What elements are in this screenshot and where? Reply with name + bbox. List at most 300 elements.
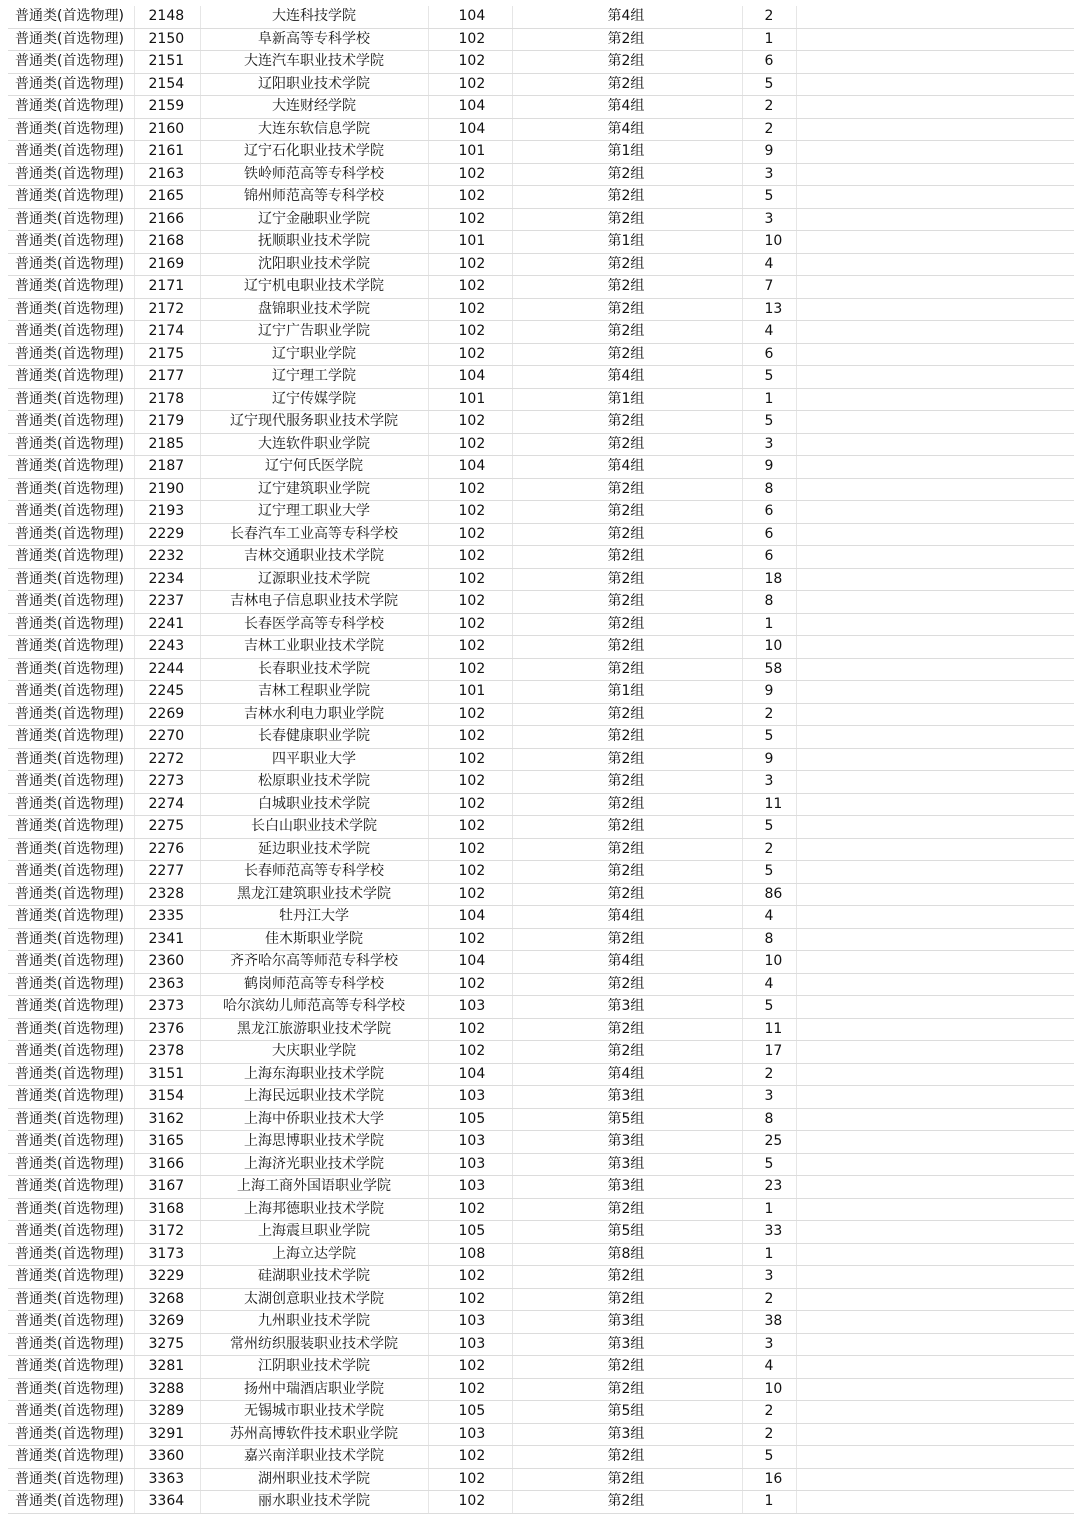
category-cell: 普通类(首选物理) — [8, 748, 134, 771]
quota-cell: 5 — [742, 73, 796, 96]
table-row — [8, 73, 1074, 96]
table-row — [8, 1333, 1074, 1356]
category-cell: 普通类(首选物理) — [8, 253, 134, 276]
table-row — [8, 1423, 1074, 1446]
category-cell: 普通类(首选物理) — [8, 208, 134, 231]
school-name-cell: 大连财经学院 — [200, 96, 428, 119]
empty-cell — [796, 748, 1074, 771]
school-name-cell: 吉林工程职业学院 — [200, 681, 428, 704]
school-name-cell: 长春职业技术学院 — [200, 658, 428, 681]
group-cell: 第2组 — [512, 568, 742, 591]
quota-cell: 86 — [742, 883, 796, 906]
group-code-cell: 104 — [428, 6, 512, 28]
group-cell: 第2组 — [512, 838, 742, 861]
group-cell: 第2组 — [512, 816, 742, 839]
table-row — [8, 1468, 1074, 1491]
group-code-cell: 102 — [428, 186, 512, 209]
school-code-cell: 3172 — [134, 1221, 200, 1244]
table-row — [8, 703, 1074, 726]
table-row — [8, 456, 1074, 479]
group-code-cell: 103 — [428, 1311, 512, 1334]
quota-cell: 2 — [742, 96, 796, 119]
school-name-cell: 大庆职业学院 — [200, 1041, 428, 1064]
school-name-cell: 松原职业技术学院 — [200, 771, 428, 794]
school-name-cell: 鹤岗师范高等专科学校 — [200, 973, 428, 996]
table-row — [8, 433, 1074, 456]
school-name-cell: 白城职业技术学院 — [200, 793, 428, 816]
group-cell: 第8组 — [512, 1243, 742, 1266]
group-cell: 第2组 — [512, 1491, 742, 1514]
empty-cell — [796, 433, 1074, 456]
school-code-cell: 3165 — [134, 1131, 200, 1154]
table-row — [8, 388, 1074, 411]
group-cell: 第4组 — [512, 366, 742, 389]
group-code-cell: 102 — [428, 883, 512, 906]
table-row — [8, 1446, 1074, 1469]
category-cell: 普通类(首选物理) — [8, 838, 134, 861]
school-name-cell: 铁岭师范高等专科学校 — [200, 163, 428, 186]
school-code-cell: 3275 — [134, 1333, 200, 1356]
group-cell: 第2组 — [512, 1041, 742, 1064]
empty-cell — [796, 1153, 1074, 1176]
school-code-cell: 2179 — [134, 411, 200, 434]
empty-cell — [796, 996, 1074, 1019]
group-code-cell: 102 — [428, 298, 512, 321]
empty-cell — [796, 658, 1074, 681]
group-cell: 第2组 — [512, 1198, 742, 1221]
school-name-cell: 黑龙江建筑职业技术学院 — [200, 883, 428, 906]
school-code-cell: 2148 — [134, 6, 200, 28]
category-cell: 普通类(首选物理) — [8, 951, 134, 974]
group-code-cell: 104 — [428, 1063, 512, 1086]
quota-cell: 1 — [742, 1491, 796, 1514]
empty-cell — [796, 28, 1074, 51]
empty-cell — [796, 96, 1074, 119]
school-code-cell: 2244 — [134, 658, 200, 681]
category-cell: 普通类(首选物理) — [8, 726, 134, 749]
empty-cell — [796, 1288, 1074, 1311]
empty-cell — [796, 1198, 1074, 1221]
group-code-cell: 101 — [428, 681, 512, 704]
quota-cell: 5 — [742, 816, 796, 839]
group-code-cell: 102 — [428, 1041, 512, 1064]
empty-cell — [796, 771, 1074, 794]
group-cell: 第3组 — [512, 1086, 742, 1109]
school-code-cell: 2174 — [134, 321, 200, 344]
table-row — [8, 816, 1074, 839]
quota-cell: 4 — [742, 253, 796, 276]
quota-cell: 6 — [742, 501, 796, 524]
table-row — [8, 1221, 1074, 1244]
school-code-cell: 2234 — [134, 568, 200, 591]
quota-cell: 4 — [742, 906, 796, 929]
group-cell: 第2组 — [512, 861, 742, 884]
school-code-cell: 2163 — [134, 163, 200, 186]
category-cell: 普通类(首选物理) — [8, 1468, 134, 1491]
quota-cell: 58 — [742, 658, 796, 681]
school-code-cell: 3166 — [134, 1153, 200, 1176]
school-name-cell: 锦州师范高等专科学校 — [200, 186, 428, 209]
school-name-cell: 江阴职业技术学院 — [200, 1356, 428, 1379]
group-cell: 第5组 — [512, 1221, 742, 1244]
group-cell: 第2组 — [512, 613, 742, 636]
group-cell: 第3组 — [512, 1176, 742, 1199]
category-cell: 普通类(首选物理) — [8, 456, 134, 479]
quota-cell: 5 — [742, 1446, 796, 1469]
category-cell: 普通类(首选物理) — [8, 636, 134, 659]
table-row — [8, 1108, 1074, 1131]
table-row — [8, 186, 1074, 209]
group-cell: 第1组 — [512, 231, 742, 254]
group-code-cell: 102 — [428, 658, 512, 681]
school-name-cell: 哈尔滨幼儿师范高等专科学校 — [200, 996, 428, 1019]
group-code-cell: 108 — [428, 1243, 512, 1266]
quota-cell: 33 — [742, 1221, 796, 1244]
quota-cell: 38 — [742, 1311, 796, 1334]
empty-cell — [796, 568, 1074, 591]
category-cell: 普通类(首选物理) — [8, 231, 134, 254]
group-cell: 第2组 — [512, 1356, 742, 1379]
category-cell: 普通类(首选物理) — [8, 1198, 134, 1221]
school-code-cell: 2373 — [134, 996, 200, 1019]
table-row — [8, 1401, 1074, 1424]
group-code-cell: 104 — [428, 456, 512, 479]
group-cell: 第4组 — [512, 951, 742, 974]
school-name-cell: 长白山职业技术学院 — [200, 816, 428, 839]
quota-cell: 2 — [742, 703, 796, 726]
quota-cell: 1 — [742, 28, 796, 51]
quota-cell: 11 — [742, 1018, 796, 1041]
group-code-cell: 102 — [428, 28, 512, 51]
school-code-cell: 2270 — [134, 726, 200, 749]
empty-cell — [796, 231, 1074, 254]
group-cell: 第2组 — [512, 726, 742, 749]
empty-cell — [796, 1311, 1074, 1334]
category-cell: 普通类(首选物理) — [8, 906, 134, 929]
quota-cell: 10 — [742, 951, 796, 974]
category-cell: 普通类(首选物理) — [8, 6, 134, 28]
group-cell: 第2组 — [512, 276, 742, 299]
group-cell: 第2组 — [512, 748, 742, 771]
table-row — [8, 1041, 1074, 1064]
empty-cell — [796, 703, 1074, 726]
empty-cell — [796, 838, 1074, 861]
category-cell: 普通类(首选物理) — [8, 478, 134, 501]
table-row — [8, 1086, 1074, 1109]
category-cell: 普通类(首选物理) — [8, 591, 134, 614]
quota-cell: 8 — [742, 928, 796, 951]
category-cell: 普通类(首选物理) — [8, 816, 134, 839]
table-row — [8, 928, 1074, 951]
group-code-cell: 104 — [428, 366, 512, 389]
school-name-cell: 长春汽车工业高等专科学校 — [200, 523, 428, 546]
table-row — [8, 1266, 1074, 1289]
table-row — [8, 748, 1074, 771]
school-name-cell: 上海民远职业技术学院 — [200, 1086, 428, 1109]
empty-cell — [796, 816, 1074, 839]
school-code-cell: 3168 — [134, 1198, 200, 1221]
school-name-cell: 上海中侨职业技术大学 — [200, 1108, 428, 1131]
table-row — [8, 613, 1074, 636]
empty-cell — [796, 546, 1074, 569]
category-cell: 普通类(首选物理) — [8, 28, 134, 51]
group-code-cell: 105 — [428, 1401, 512, 1424]
group-cell: 第2组 — [512, 703, 742, 726]
school-name-cell: 上海思博职业技术学院 — [200, 1131, 428, 1154]
group-cell: 第2组 — [512, 1378, 742, 1401]
school-code-cell: 2277 — [134, 861, 200, 884]
empty-cell — [796, 186, 1074, 209]
school-name-cell: 长春师范高等专科学校 — [200, 861, 428, 884]
group-code-cell: 102 — [428, 1266, 512, 1289]
quota-cell: 1 — [742, 1198, 796, 1221]
table-row — [8, 1491, 1074, 1514]
school-name-cell: 抚顺职业技术学院 — [200, 231, 428, 254]
empty-cell — [796, 253, 1074, 276]
quota-cell: 5 — [742, 366, 796, 389]
quota-cell: 5 — [742, 726, 796, 749]
empty-cell — [796, 861, 1074, 884]
group-cell: 第2组 — [512, 28, 742, 51]
group-cell: 第2组 — [512, 343, 742, 366]
empty-cell — [796, 276, 1074, 299]
admission-plan-sheet — [8, 6, 1074, 1514]
quota-cell: 4 — [742, 973, 796, 996]
table-row — [8, 208, 1074, 231]
group-code-cell: 102 — [428, 1356, 512, 1379]
category-cell: 普通类(首选物理) — [8, 298, 134, 321]
group-code-cell: 103 — [428, 1176, 512, 1199]
category-cell: 普通类(首选物理) — [8, 1288, 134, 1311]
school-name-cell: 辽源职业技术学院 — [200, 568, 428, 591]
group-code-cell: 102 — [428, 1288, 512, 1311]
group-cell: 第2组 — [512, 771, 742, 794]
school-name-cell: 太湖创意职业技术学院 — [200, 1288, 428, 1311]
school-code-cell: 2160 — [134, 118, 200, 141]
group-cell: 第2组 — [512, 163, 742, 186]
table-row — [8, 1243, 1074, 1266]
table-row — [8, 771, 1074, 794]
school-code-cell: 2165 — [134, 186, 200, 209]
school-name-cell: 上海立达学院 — [200, 1243, 428, 1266]
school-code-cell: 3363 — [134, 1468, 200, 1491]
school-code-cell: 3167 — [134, 1176, 200, 1199]
table-row — [8, 636, 1074, 659]
quota-cell: 3 — [742, 163, 796, 186]
empty-cell — [796, 1491, 1074, 1514]
school-code-cell: 3269 — [134, 1311, 200, 1334]
category-cell: 普通类(首选物理) — [8, 118, 134, 141]
group-code-cell: 101 — [428, 141, 512, 164]
table-row — [8, 996, 1074, 1019]
school-code-cell: 2360 — [134, 951, 200, 974]
table-row — [8, 28, 1074, 51]
quota-cell: 3 — [742, 1266, 796, 1289]
school-name-cell: 辽宁石化职业技术学院 — [200, 141, 428, 164]
category-cell: 普通类(首选物理) — [8, 1221, 134, 1244]
quota-cell: 6 — [742, 343, 796, 366]
group-cell: 第2组 — [512, 883, 742, 906]
group-code-cell: 102 — [428, 253, 512, 276]
empty-cell — [796, 928, 1074, 951]
empty-cell — [796, 793, 1074, 816]
school-code-cell: 2241 — [134, 613, 200, 636]
school-name-cell: 大连软件职业学院 — [200, 433, 428, 456]
group-cell: 第2组 — [512, 501, 742, 524]
table-row — [8, 1356, 1074, 1379]
group-code-cell: 102 — [428, 726, 512, 749]
group-code-cell: 101 — [428, 231, 512, 254]
group-code-cell: 102 — [428, 771, 512, 794]
admission-plan-table — [8, 6, 1074, 1514]
quota-cell: 3 — [742, 208, 796, 231]
group-cell: 第2组 — [512, 73, 742, 96]
table-row — [8, 973, 1074, 996]
group-code-cell: 102 — [428, 411, 512, 434]
group-code-cell: 102 — [428, 838, 512, 861]
group-code-cell: 102 — [428, 1378, 512, 1401]
quota-cell: 5 — [742, 996, 796, 1019]
quota-cell: 1 — [742, 388, 796, 411]
category-cell: 普通类(首选物理) — [8, 73, 134, 96]
empty-cell — [796, 636, 1074, 659]
school-name-cell: 上海震旦职业学院 — [200, 1221, 428, 1244]
group-code-cell: 102 — [428, 613, 512, 636]
empty-cell — [796, 411, 1074, 434]
category-cell: 普通类(首选物理) — [8, 613, 134, 636]
school-code-cell: 2275 — [134, 816, 200, 839]
school-name-cell: 佳木斯职业学院 — [200, 928, 428, 951]
school-code-cell: 2187 — [134, 456, 200, 479]
group-code-cell: 101 — [428, 388, 512, 411]
table-row — [8, 1063, 1074, 1086]
school-name-cell: 湖州职业技术学院 — [200, 1468, 428, 1491]
category-cell: 普通类(首选物理) — [8, 861, 134, 884]
empty-cell — [796, 1221, 1074, 1244]
table-row — [8, 231, 1074, 254]
school-name-cell: 辽宁传媒学院 — [200, 388, 428, 411]
table-row — [8, 96, 1074, 119]
table-row — [8, 681, 1074, 704]
group-code-cell: 102 — [428, 51, 512, 74]
school-code-cell: 2245 — [134, 681, 200, 704]
school-code-cell: 2159 — [134, 96, 200, 119]
category-cell: 普通类(首选物理) — [8, 1153, 134, 1176]
table-row — [8, 6, 1074, 28]
group-code-cell: 102 — [428, 73, 512, 96]
empty-cell — [796, 501, 1074, 524]
table-row — [8, 298, 1074, 321]
group-code-cell: 104 — [428, 951, 512, 974]
category-cell: 普通类(首选物理) — [8, 1176, 134, 1199]
school-code-cell: 2193 — [134, 501, 200, 524]
table-row — [8, 1018, 1074, 1041]
group-cell: 第2组 — [512, 253, 742, 276]
empty-cell — [796, 1086, 1074, 1109]
table-row — [8, 118, 1074, 141]
empty-cell — [796, 343, 1074, 366]
table-row — [8, 478, 1074, 501]
category-cell: 普通类(首选物理) — [8, 276, 134, 299]
school-code-cell: 3229 — [134, 1266, 200, 1289]
category-cell: 普通类(首选物理) — [8, 1063, 134, 1086]
empty-cell — [796, 1333, 1074, 1356]
group-cell: 第4组 — [512, 906, 742, 929]
quota-cell: 11 — [742, 793, 796, 816]
quota-cell: 2 — [742, 1401, 796, 1424]
category-cell: 普通类(首选物理) — [8, 366, 134, 389]
group-cell: 第3组 — [512, 1423, 742, 1446]
group-code-cell: 102 — [428, 591, 512, 614]
category-cell: 普通类(首选物理) — [8, 141, 134, 164]
school-name-cell: 辽宁何氏医学院 — [200, 456, 428, 479]
group-code-cell: 102 — [428, 501, 512, 524]
category-cell: 普通类(首选物理) — [8, 1356, 134, 1379]
quota-cell: 9 — [742, 748, 796, 771]
empty-cell — [796, 1401, 1074, 1424]
school-code-cell: 3154 — [134, 1086, 200, 1109]
school-name-cell: 吉林水利电力职业学院 — [200, 703, 428, 726]
school-code-cell: 2168 — [134, 231, 200, 254]
empty-cell — [796, 1176, 1074, 1199]
school-code-cell: 3288 — [134, 1378, 200, 1401]
quota-cell: 18 — [742, 568, 796, 591]
category-cell: 普通类(首选物理) — [8, 1401, 134, 1424]
school-code-cell: 2341 — [134, 928, 200, 951]
school-code-cell: 2378 — [134, 1041, 200, 1064]
category-cell: 普通类(首选物理) — [8, 928, 134, 951]
category-cell: 普通类(首选物理) — [8, 973, 134, 996]
category-cell: 普通类(首选物理) — [8, 523, 134, 546]
school-code-cell: 2172 — [134, 298, 200, 321]
school-code-cell: 2185 — [134, 433, 200, 456]
category-cell: 普通类(首选物理) — [8, 1243, 134, 1266]
group-cell: 第3组 — [512, 1153, 742, 1176]
group-cell: 第1组 — [512, 388, 742, 411]
empty-cell — [796, 1131, 1074, 1154]
school-name-cell: 嘉兴南洋职业技术学院 — [200, 1446, 428, 1469]
category-cell: 普通类(首选物理) — [8, 1131, 134, 1154]
school-name-cell: 常州纺织服装职业技术学院 — [200, 1333, 428, 1356]
quota-cell: 1 — [742, 1243, 796, 1266]
group-cell: 第2组 — [512, 636, 742, 659]
group-code-cell: 103 — [428, 1423, 512, 1446]
school-name-cell: 沈阳职业技术学院 — [200, 253, 428, 276]
empty-cell — [796, 388, 1074, 411]
empty-cell — [796, 1243, 1074, 1266]
group-code-cell: 102 — [428, 568, 512, 591]
group-cell: 第2组 — [512, 1446, 742, 1469]
school-name-cell: 辽宁现代服务职业技术学院 — [200, 411, 428, 434]
school-code-cell: 2269 — [134, 703, 200, 726]
school-code-cell: 2171 — [134, 276, 200, 299]
quota-cell: 4 — [742, 1356, 796, 1379]
school-name-cell: 上海工商外国语职业学院 — [200, 1176, 428, 1199]
category-cell: 普通类(首选物理) — [8, 433, 134, 456]
school-code-cell: 2169 — [134, 253, 200, 276]
group-cell: 第2组 — [512, 208, 742, 231]
category-cell: 普通类(首选物理) — [8, 1423, 134, 1446]
school-name-cell: 辽宁理工职业大学 — [200, 501, 428, 524]
group-code-cell: 105 — [428, 1108, 512, 1131]
school-name-cell: 辽宁金融职业学院 — [200, 208, 428, 231]
empty-cell — [796, 973, 1074, 996]
school-name-cell: 无锡城市职业技术学院 — [200, 1401, 428, 1424]
group-cell: 第2组 — [512, 523, 742, 546]
school-name-cell: 丽水职业技术学院 — [200, 1491, 428, 1514]
table-row — [8, 163, 1074, 186]
empty-cell — [796, 118, 1074, 141]
